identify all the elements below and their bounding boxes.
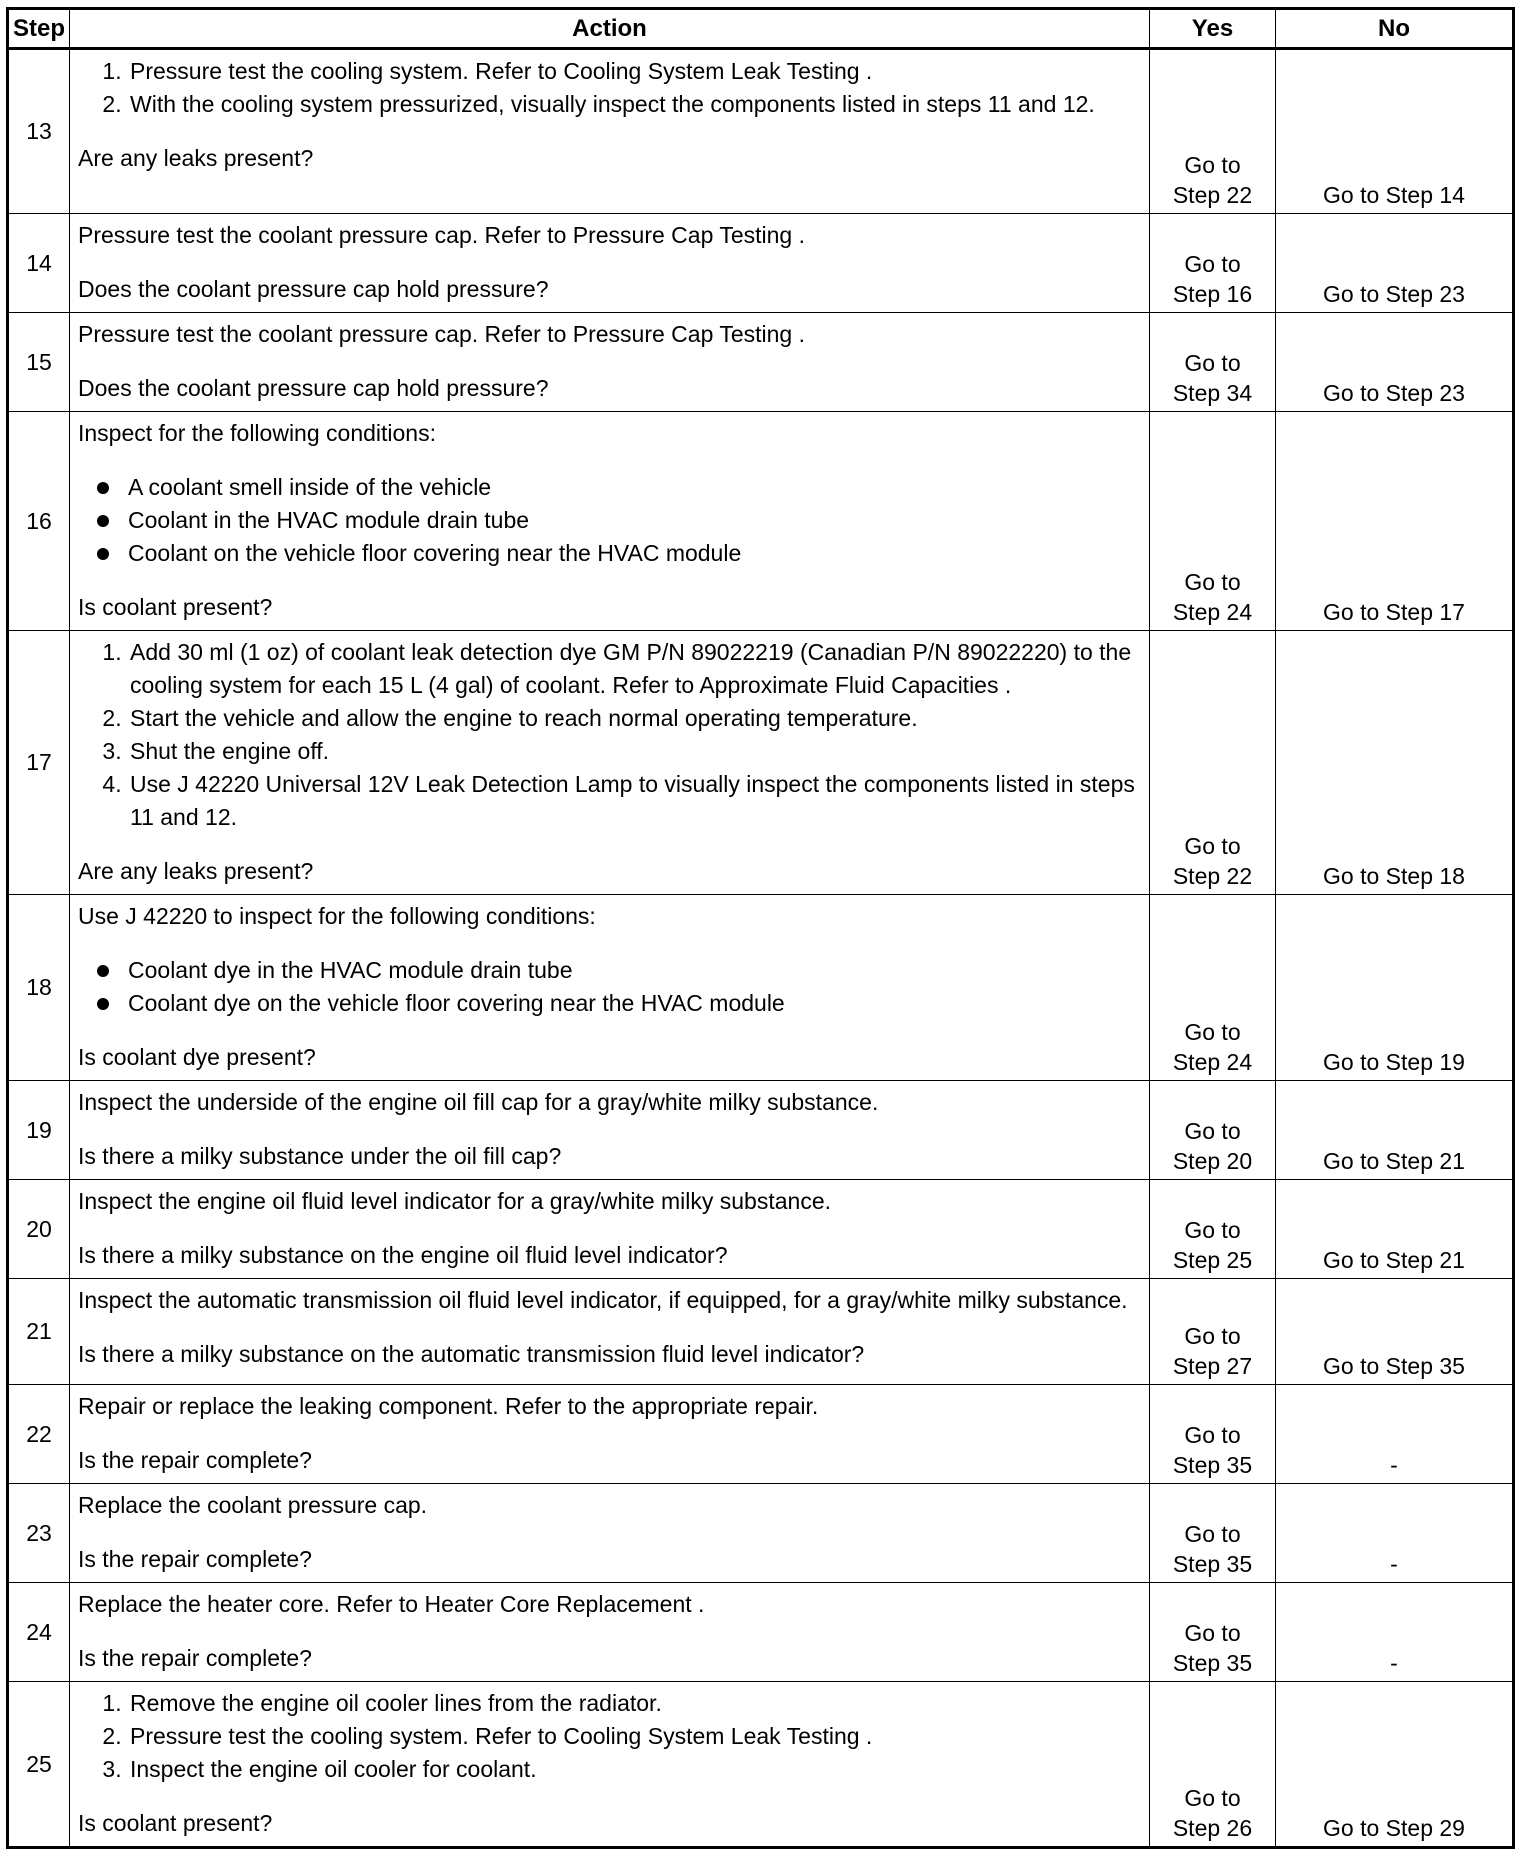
table-row [8, 412, 1514, 631]
no-result: Go to Step 35 [1276, 1279, 1514, 1385]
table-row [8, 1484, 1514, 1583]
no-column-header: No [1276, 9, 1514, 49]
table-row [8, 214, 1514, 313]
table-row [8, 1583, 1514, 1682]
yes-result-line: Step 20 [1172, 1148, 1253, 1174]
step-number: 17 [8, 631, 70, 895]
yes-result-line: Go to [1184, 152, 1241, 178]
yes-result-line: Step 25 [1172, 1247, 1253, 1273]
action-question: Is there a milky substance on the automatic transmission fluid level indicator? [78, 1341, 865, 1367]
yes-result [1150, 1279, 1276, 1385]
yes-result [1150, 1385, 1276, 1484]
table-header-row [8, 9, 1514, 49]
yes-result-line: Go to [1184, 1620, 1241, 1646]
list-item: 1. Add 30 ml (1 oz) of coolant leak detection dye GM P/N 89022219 (Canadian P/N 89022220) to the cooling system for each 15 L (4 gal) of coolant. Refer to Approximate Fluid Capacities . [128, 636, 1141, 702]
yes-result [1150, 313, 1276, 412]
action-question: Is there a milky substance on the engine oil fluid level indicator? [78, 1242, 728, 1268]
table-row [8, 1682, 1514, 1848]
list-item: 4. Use J 42220 Universal 12V Leak Detection Lamp to visually inspect the components listed in steps 11 and 12. [128, 768, 1141, 834]
yes-result-line: Go to [1184, 1521, 1241, 1547]
step-number: 18 [8, 895, 70, 1081]
action-question: Is coolant present? [78, 594, 273, 620]
table-row [8, 1180, 1514, 1279]
yes-result [1150, 1682, 1276, 1848]
step-number: 15 [8, 313, 70, 412]
action-instruction: Use J 42220 to inspect for the following conditions: [78, 903, 596, 929]
action-cell [70, 631, 1150, 895]
yes-result-line: Step 24 [1172, 1049, 1253, 1075]
action-instruction: Inspect the automatic transmission oil fluid level indicator, if equipped, for a gray/white milky substance. [78, 1287, 1128, 1313]
action-cell [70, 1279, 1150, 1385]
no-result: Go to Step 21 [1276, 1180, 1514, 1279]
step-number: 19 [8, 1081, 70, 1180]
step-number: 20 [8, 1180, 70, 1279]
list-item: Coolant in the HVAC module drain tube [128, 504, 1141, 537]
action-question: Does the coolant pressure cap hold pressure? [78, 375, 549, 401]
yes-result-line: Go to [1184, 1118, 1241, 1144]
numbered-list [78, 636, 1141, 834]
list-item: Coolant dye on the vehicle floor covering near the HVAC module [128, 987, 1141, 1020]
yes-result-line: Step 35 [1172, 1551, 1253, 1577]
yes-result [1150, 49, 1276, 214]
no-result: - [1276, 1484, 1514, 1583]
step-column-header: Step [8, 9, 70, 49]
action-instruction: Inspect for the following conditions: [78, 420, 436, 446]
yes-column-header: Yes [1150, 9, 1276, 49]
no-result: - [1276, 1385, 1514, 1484]
step-number: 23 [8, 1484, 70, 1583]
action-question: Is the repair complete? [78, 1645, 312, 1671]
table-row [8, 631, 1514, 895]
action-cell [70, 1682, 1150, 1848]
action-instruction: Repair or replace the leaking component. Refer to the appropriate repair. [78, 1393, 819, 1419]
action-question: Is the repair complete? [78, 1546, 312, 1572]
no-result: Go to Step 19 [1276, 895, 1514, 1081]
no-result: - [1276, 1583, 1514, 1682]
table-row [8, 1279, 1514, 1385]
table-row [8, 49, 1514, 214]
yes-result-line: Go to [1184, 1019, 1241, 1045]
no-result: Go to Step 23 [1276, 313, 1514, 412]
yes-result-line: Step 26 [1172, 1815, 1253, 1841]
diagnostic-table [6, 7, 1515, 1849]
yes-result-line: Step 34 [1172, 380, 1253, 406]
action-question: Is coolant present? [78, 1810, 273, 1836]
action-cell [70, 412, 1150, 631]
yes-result [1150, 214, 1276, 313]
action-question: Is there a milky substance under the oil fill cap? [78, 1143, 562, 1169]
bullet-list [78, 471, 1141, 570]
list-item: 1. Pressure test the cooling system. Refer to Cooling System Leak Testing . [128, 55, 1141, 88]
action-cell [70, 1484, 1150, 1583]
action-cell [70, 1385, 1150, 1484]
yes-result [1150, 895, 1276, 1081]
list-item: A coolant smell inside of the vehicle [128, 471, 1141, 504]
yes-result-line: Step 27 [1172, 1353, 1253, 1379]
step-number: 16 [8, 412, 70, 631]
action-instruction: Pressure test the coolant pressure cap. Refer to Pressure Cap Testing . [78, 222, 805, 248]
no-result: Go to Step 14 [1276, 49, 1514, 214]
action-instruction: Replace the coolant pressure cap. [78, 1492, 428, 1518]
action-cell [70, 313, 1150, 412]
action-question: Is the repair complete? [78, 1447, 312, 1473]
yes-result-line: Step 35 [1172, 1452, 1253, 1478]
action-instruction: Replace the heater core. Refer to Heater Core Replacement . [78, 1591, 705, 1617]
yes-result-line: Go to [1184, 1323, 1241, 1349]
list-item: Coolant dye in the HVAC module drain tube [128, 954, 1141, 987]
step-number: 25 [8, 1682, 70, 1848]
yes-result-line: Go to [1184, 833, 1241, 859]
action-cell [70, 1081, 1150, 1180]
list-item: 1. Remove the engine oil cooler lines from the radiator. [128, 1687, 1141, 1720]
action-instruction: Inspect the underside of the engine oil fill cap for a gray/white milky substance. [78, 1089, 879, 1115]
action-cell [70, 214, 1150, 313]
yes-result-line: Step 24 [1172, 599, 1253, 625]
yes-result-line: Step 16 [1172, 281, 1253, 307]
numbered-list [78, 55, 1141, 121]
list-item: 2. Start the vehicle and allow the engine to reach normal operating temperature. [128, 702, 1141, 735]
action-cell [70, 895, 1150, 1081]
yes-result [1150, 631, 1276, 895]
step-number: 21 [8, 1279, 70, 1385]
list-item: 2. Pressure test the cooling system. Refer to Cooling System Leak Testing . [128, 1720, 1141, 1753]
yes-result-line: Go to [1184, 1785, 1241, 1811]
yes-result-line: Go to [1184, 1422, 1241, 1448]
yes-result-line: Step 22 [1172, 863, 1253, 889]
action-instruction: Inspect the engine oil fluid level indicator for a gray/white milky substance. [78, 1188, 832, 1214]
yes-result-line: Step 35 [1172, 1650, 1253, 1676]
yes-result [1150, 412, 1276, 631]
yes-result-line: Go to [1184, 1217, 1241, 1243]
table-row [8, 313, 1514, 412]
action-column-header: Action [70, 9, 1150, 49]
yes-result [1150, 1484, 1276, 1583]
bullet-list [78, 954, 1141, 1020]
action-question: Are any leaks present? [78, 858, 314, 884]
yes-result-line: Go to [1184, 569, 1241, 595]
no-result: Go to Step 29 [1276, 1682, 1514, 1848]
no-result: Go to Step 17 [1276, 412, 1514, 631]
numbered-list [78, 1687, 1141, 1786]
action-question: Does the coolant pressure cap hold pressure? [78, 276, 549, 302]
yes-result-line: Go to [1184, 350, 1241, 376]
list-item: 3. Shut the engine off. [128, 735, 1141, 768]
step-number: 13 [8, 49, 70, 214]
yes-result [1150, 1583, 1276, 1682]
yes-result-line: Go to [1184, 251, 1241, 277]
step-number: 14 [8, 214, 70, 313]
no-result: Go to Step 18 [1276, 631, 1514, 895]
action-question: Is coolant dye present? [78, 1044, 316, 1070]
table-row [8, 895, 1514, 1081]
yes-result [1150, 1081, 1276, 1180]
yes-result-line: Step 22 [1172, 182, 1253, 208]
action-instruction: Pressure test the coolant pressure cap. Refer to Pressure Cap Testing . [78, 321, 805, 347]
action-cell [70, 49, 1150, 214]
step-number: 22 [8, 1385, 70, 1484]
no-result: Go to Step 21 [1276, 1081, 1514, 1180]
table-row [8, 1081, 1514, 1180]
action-cell [70, 1180, 1150, 1279]
table-row [8, 1385, 1514, 1484]
table-body [8, 49, 1514, 1848]
list-item: 2. With the cooling system pressurized, visually inspect the components listed in steps 11 and 12. [128, 88, 1141, 121]
yes-result [1150, 1180, 1276, 1279]
action-question: Are any leaks present? [78, 145, 314, 171]
step-number: 24 [8, 1583, 70, 1682]
no-result: Go to Step 23 [1276, 214, 1514, 313]
list-item: Coolant on the vehicle floor covering near the HVAC module [128, 537, 1141, 570]
list-item: 3. Inspect the engine oil cooler for coolant. [128, 1753, 1141, 1786]
action-cell [70, 1583, 1150, 1682]
